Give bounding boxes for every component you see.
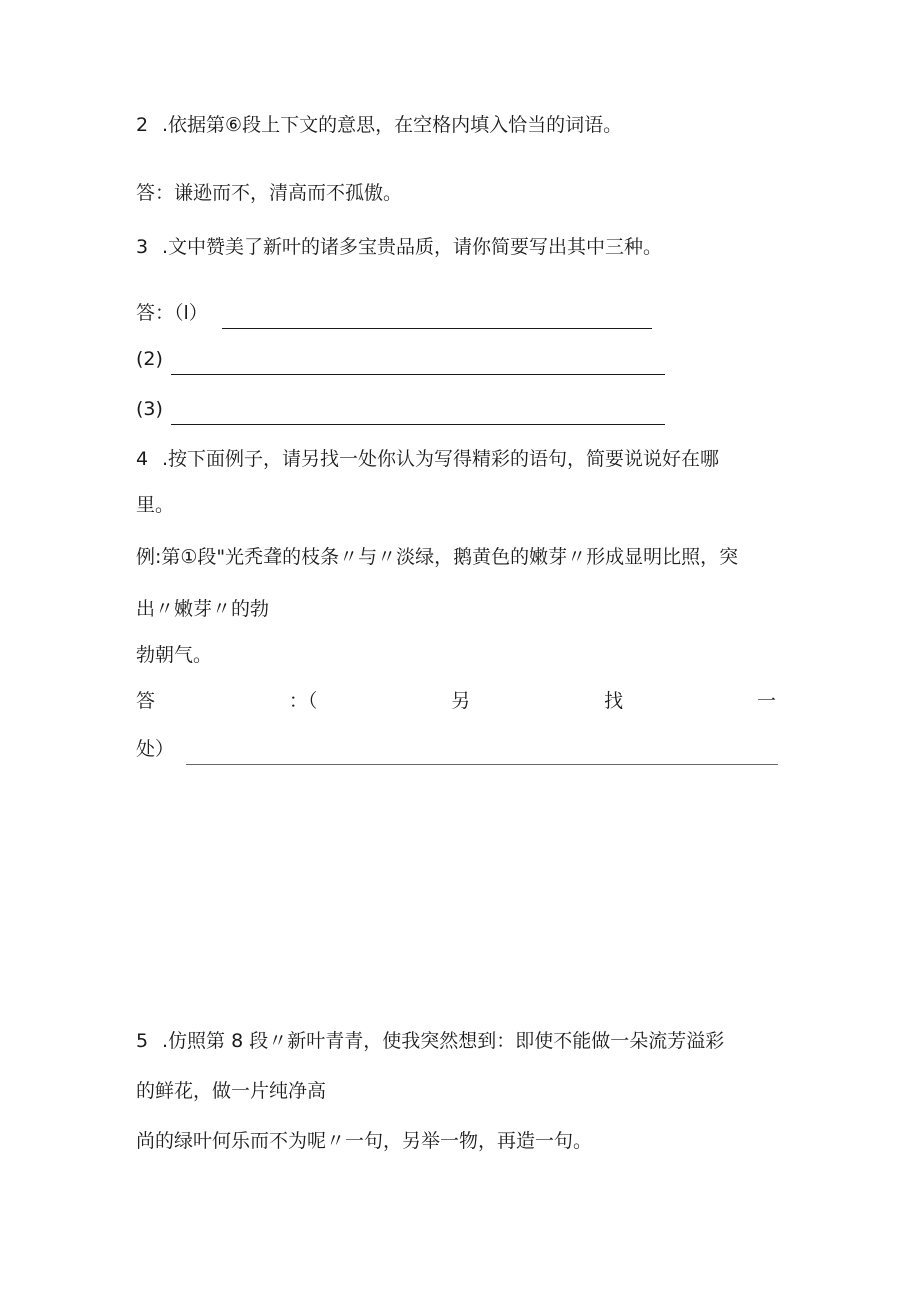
question-5: [136, 1028, 724, 1054]
question-4: [136, 446, 719, 472]
question-2-number: 2: [136, 114, 149, 136]
answer-1-label: 答：（l）: [136, 302, 208, 324]
question-4-number: 4: [136, 448, 149, 470]
answer-line2-label: 处）: [136, 738, 175, 760]
example-line2: 出〃嫩芽〃的勃: [136, 598, 270, 620]
answer-3-label: (3): [136, 398, 163, 420]
question-5-text-line2: 的鲜花，做一片纯净高: [136, 1080, 327, 1102]
question-4-text-line2: 里。: [136, 494, 175, 516]
question-3-number: 3: [136, 236, 149, 258]
answer-word-1: 答: [136, 690, 156, 712]
example-line3: 勃朝气。: [136, 644, 213, 666]
question-3: [136, 234, 662, 260]
question-4-answer-line2: [136, 736, 778, 765]
answer-word-4: 找: [604, 690, 624, 712]
question-5-text-line3: 尚的绿叶何乐而不为呢〃一句，另举一物，再造一句。: [136, 1130, 593, 1152]
question-2-answer: 答：谦逊而不，清高而不孤傲。: [136, 182, 403, 204]
question-3-text: .文中赞美了新叶的诸多宝贵品质，请你简要写出其中三种。: [162, 236, 663, 258]
question-5-text-line1: .仿照第 8 段〃新叶青青，使我突然想到：即使不能做一朵流芳溢彩: [162, 1030, 725, 1052]
question-3-answer-1: [136, 300, 652, 329]
answer-2-blank[interactable]: [171, 374, 665, 375]
question-3-answer-3: [136, 396, 665, 425]
question-4-text-line1: .按下面例子，请另找一处你认为写得精彩的语句，简要说说好在哪: [162, 448, 720, 470]
answer-word-3: 另: [451, 690, 471, 712]
question-2: [136, 112, 622, 138]
answer-3-blank[interactable]: [171, 424, 665, 425]
answer-2-label: (2): [136, 348, 163, 370]
answer-1-blank[interactable]: [222, 328, 652, 329]
example-line1: 例:第①段"光秃聋的枝条〃与〃淡绿，鹅黄色的嫩芽〃形成显明比照，突: [136, 546, 739, 568]
question-5-number: 5: [136, 1030, 149, 1052]
question-4-answer-line1: [136, 688, 776, 714]
question-3-answer-2: [136, 346, 665, 375]
answer-4-blank[interactable]: [186, 764, 778, 765]
question-2-text: .依据第⑥段上下文的意思，在空格内填入恰当的词语。: [162, 114, 623, 136]
answer-word-2: ：（: [288, 690, 318, 712]
answer-word-5: 一: [756, 690, 776, 712]
